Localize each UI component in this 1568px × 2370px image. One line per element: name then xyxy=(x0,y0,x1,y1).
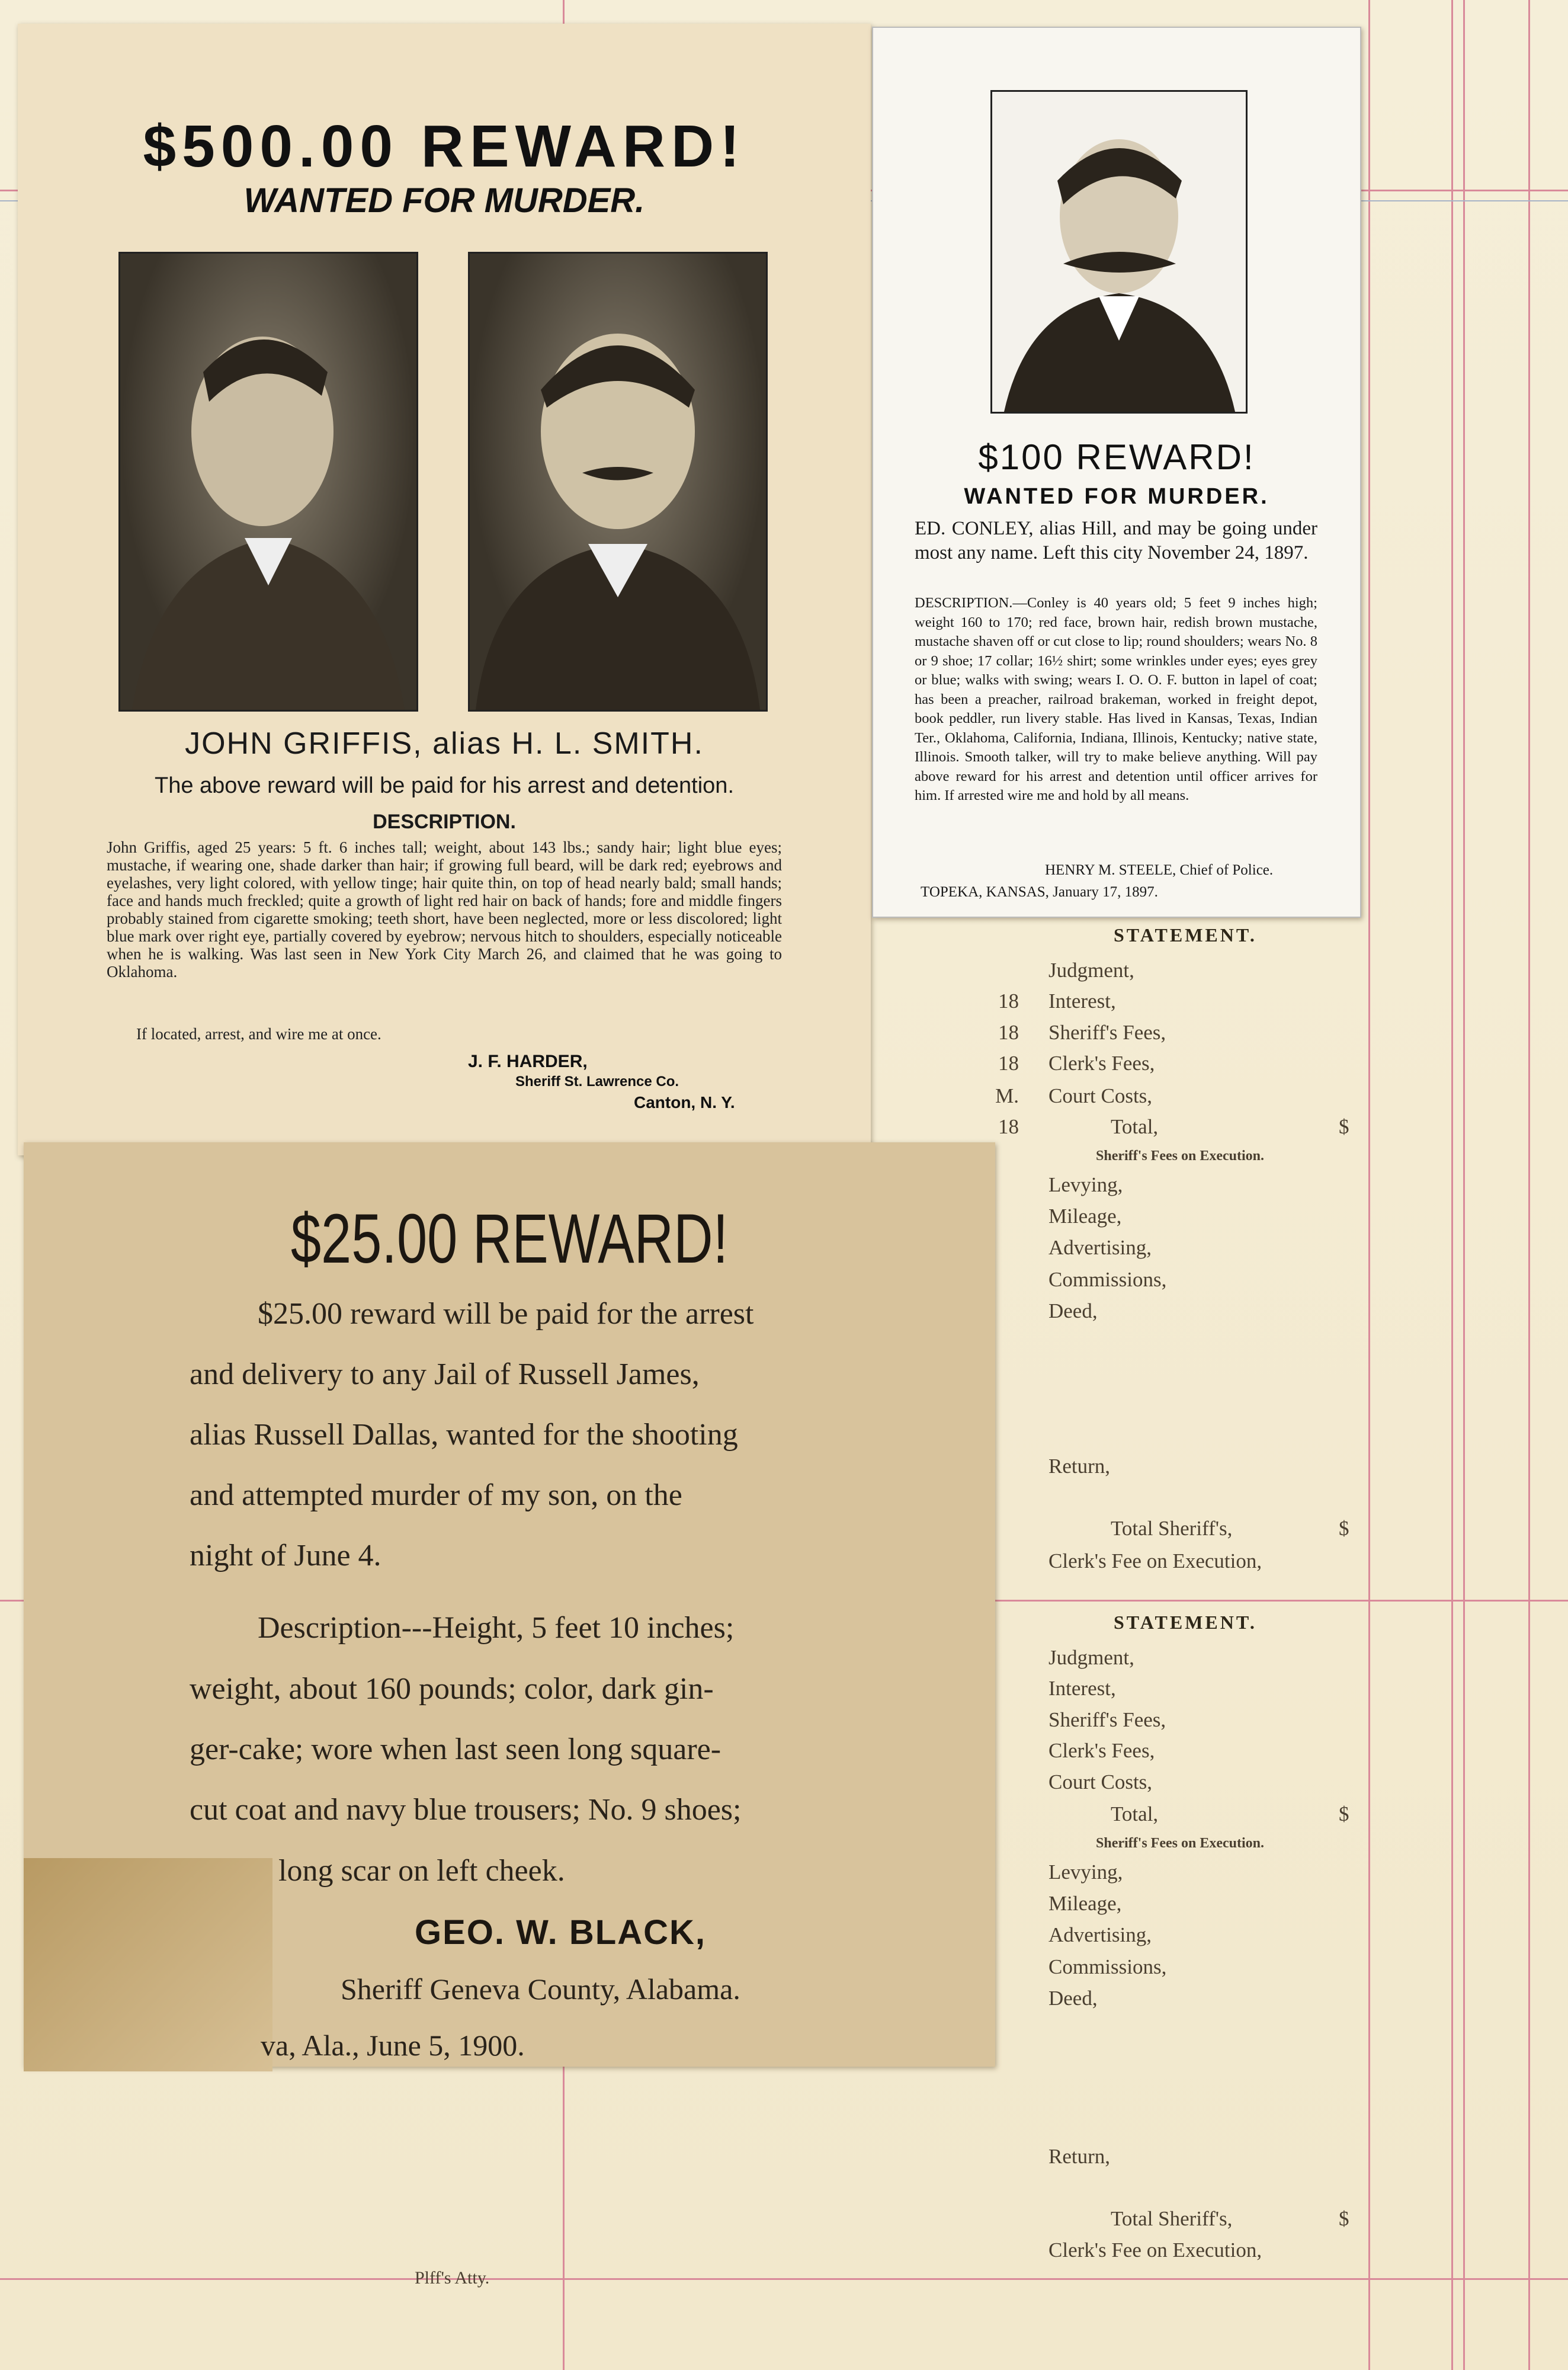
execution-heading: Sheriff's Fees on Execution. xyxy=(1096,1148,1264,1164)
portrait-photo-front xyxy=(468,252,768,712)
statement-row: Clerk's Fees, xyxy=(1048,1052,1155,1075)
poster-25-heading: $25.00 REWARD! xyxy=(290,1200,729,1278)
poster-500-reward xyxy=(18,24,871,1155)
dollar-sign: $ xyxy=(1339,1517,1349,1540)
ledger-rule xyxy=(0,2278,1568,2280)
exec-row: Deed, xyxy=(1048,1299,1098,1322)
poster-25-line: long scar on left cheek. xyxy=(278,1854,565,1888)
statement-row: Total, xyxy=(1111,1115,1159,1138)
exec-row: Commissions, xyxy=(1048,1268,1167,1291)
poster-25-line: and delivery to any Jail of Russell James, xyxy=(190,1357,700,1391)
portrait-photo-profile xyxy=(118,252,418,712)
statement-title: STATEMENT. xyxy=(1114,924,1257,946)
plaintiff-attorney-label: Plff's Atty. xyxy=(415,2268,490,2288)
statement-row: Sheriff's Fees, xyxy=(1048,1708,1166,1731)
poster-25-line: and attempted murder of my son, on the xyxy=(190,1478,682,1512)
portrait-photo-conley xyxy=(990,90,1248,414)
poster-100-reward xyxy=(872,27,1361,918)
poster-500-signer-place: Canton, N. Y. xyxy=(634,1093,735,1112)
poster-500-description-heading: DESCRIPTION. xyxy=(373,811,516,833)
poster-25-line: ger-cake; wore when last seen long square- xyxy=(190,1732,722,1766)
poster-100-heading: $100 REWARD! xyxy=(978,437,1255,477)
statement-year: 18 xyxy=(998,1052,1019,1075)
poster-25-line: cut coat and navy blue trousers; No. 9 shoes; xyxy=(190,1793,742,1827)
poster-500-heading: $500.00 REWARD! xyxy=(143,113,746,180)
poster-100-signer: HENRY M. STEELE, Chief of Police. xyxy=(1045,862,1274,878)
statement-row: Judgment, xyxy=(1048,959,1134,982)
poster-500-description: John Griffis, aged 25 years: 5 ft. 6 inches tall; weight, about 143 lbs.; sandy hair; light blue eyes; mustache, if wearing one, shade darker than hair; if growing full beard, will be dark red; eyebrows and eyelashes, very light colored, with yellow tinge; hair quite thin, on top of head nearly bald; small hands; face and hands much freckled; quite a growth of light red hair on back of hands; fore and middle fingers probably stained from cigarette smoking; teeth short, have been neglected, more or less discolored; light blue mark over right eye, partially covered by eyebrow; nervous hitch to shoulders, especially noticeable when he is walking. Was last seen in New York City March 26, and claimed that he was going to Oklahoma. xyxy=(107,838,782,981)
exec-row: Deed, xyxy=(1048,1987,1098,2010)
total-sheriff-label: Total Sheriff's, xyxy=(1111,2207,1233,2230)
dollar-sign: $ xyxy=(1339,2207,1349,2230)
poster-25-line: Description---Height, 5 feet 10 inches; xyxy=(258,1611,735,1645)
exec-row: Commissions, xyxy=(1048,1955,1167,1978)
poster-100-description: DESCRIPTION.—Conley is 40 years old; 5 feet 9 inches high; weight 160 to 170; red face, brown hair, redish brown mustache, mustache shaven off or cut close to lip; round shoulders; wears No. 8 or 9 shoe; 17 collar; 16½ shirt; some wrinkles under eyes; eyes grey or blue; walks with swing; wears I. O. O. F. button in lapel of coat; has been a preacher, railroad brakeman, worked in freight depot, book peddler, run livery stable. Has lived in Kansas, Texas, Indian Ter., Oklahoma, California, Indiana, Illinois, Kentucky; native state, Illinois. Smooth talker, will try to make believe anything. Will pay above reward for his arrest and detention until officer arrives for him. If arrested wire me and hold by all means. xyxy=(915,595,1317,803)
poster-500-signer-title: Sheriff St. Lawrence Co. xyxy=(515,1074,679,1090)
poster-25-place-date: va, Ala., June 5, 1900. xyxy=(261,2029,525,2062)
statement-year: 18 xyxy=(998,1021,1019,1044)
poster-100-subheading: WANTED FOR MURDER. xyxy=(964,484,1269,509)
statement-row: Total, xyxy=(1111,1802,1159,1825)
poster-500-name: JOHN GRIFFIS, alias H. L. SMITH. xyxy=(185,726,704,761)
exec-row: Advertising, xyxy=(1048,1236,1152,1259)
ledger-rule xyxy=(1528,0,1530,2370)
statement-row: Clerk's Fees, xyxy=(1048,1739,1155,1762)
poster-500-signer: J. F. HARDER, xyxy=(468,1052,588,1071)
clerk-fee-label: Clerk's Fee on Execution, xyxy=(1048,1549,1262,1572)
ledger-rule xyxy=(1368,0,1370,2370)
poster-25-signer: GEO. W. BLACK, xyxy=(415,1913,706,1952)
exec-row: Mileage, xyxy=(1048,1892,1122,1915)
return-label: Return, xyxy=(1048,1455,1111,1478)
poster-25-reward xyxy=(24,1142,995,2067)
total-sheriff-label: Total Sheriff's, xyxy=(1111,1517,1233,1540)
statement-row: Sheriff's Fees, xyxy=(1048,1021,1166,1044)
poster-100-place-date: TOPEKA, KANSAS, January 17, 1897. xyxy=(921,884,1158,900)
dollar-sign: $ xyxy=(1339,1802,1349,1825)
statement-row: Court Costs, xyxy=(1048,1084,1153,1107)
statement-row: Interest, xyxy=(1048,989,1116,1013)
statement-year: M. xyxy=(995,1084,1019,1107)
poster-500-reward-line: The above reward will be paid for his arrest and detention. xyxy=(155,773,734,798)
statement-row: Court Costs, xyxy=(1048,1770,1153,1793)
poster-25-signer-title: Sheriff Geneva County, Alabama. xyxy=(341,1972,740,2006)
execution-heading: Sheriff's Fees on Execution. xyxy=(1096,1836,1264,1851)
poster-25-line: alias Russell Dallas, wanted for the shooting xyxy=(190,1418,738,1452)
statement-row: Judgment, xyxy=(1048,1646,1134,1669)
poster-500-subheading: WANTED FOR MURDER. xyxy=(243,181,645,220)
exec-row: Levying, xyxy=(1048,1860,1123,1884)
poster-25-line: night of June 4. xyxy=(190,1539,381,1572)
dollar-sign: $ xyxy=(1339,1115,1349,1138)
clerk-fee-label: Clerk's Fee on Execution, xyxy=(1048,2238,1262,2262)
statement-row: Interest, xyxy=(1048,1677,1116,1700)
exec-row: Mileage, xyxy=(1048,1205,1122,1228)
poster-25-line: $25.00 reward will be paid for the arrest xyxy=(258,1297,754,1331)
torn-corner xyxy=(24,1858,272,2071)
ledger-rule xyxy=(1463,0,1465,2370)
poster-500-instruction: If located, arrest, and wire me at once. xyxy=(136,1025,381,1043)
exec-row: Advertising, xyxy=(1048,1923,1152,1946)
statement-year: 18 xyxy=(998,1115,1019,1138)
return-label: Return, xyxy=(1048,2145,1111,2168)
statement-year: 18 xyxy=(998,989,1019,1013)
poster-25-line: weight, about 160 pounds; color, dark gin- xyxy=(190,1672,714,1706)
poster-100-intro: ED. CONLEY, alias Hill, and may be going under most any name. Left this city November 24, 1897. xyxy=(915,518,1317,563)
ledger-rule xyxy=(1451,0,1453,2370)
statement-title: STATEMENT. xyxy=(1114,1612,1257,1633)
exec-row: Levying, xyxy=(1048,1173,1123,1196)
